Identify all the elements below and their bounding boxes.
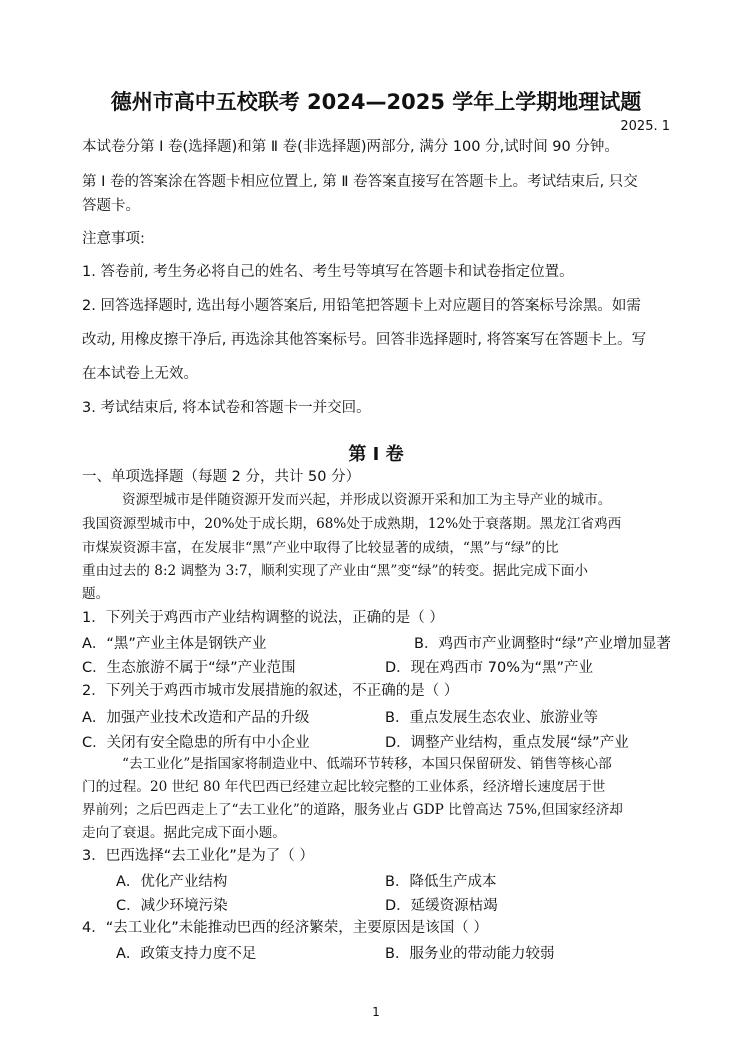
exam-date: 2025. 1 [620,119,670,134]
question-3-option-a: A．优化产业结构 [116,874,228,890]
intro-line-1: 本试卷分第 Ⅰ 卷(选择题)和第 Ⅱ 卷(非选择题)两部分, 满分 100 分,试时间 90 分钟。 [82,139,619,155]
question-4-option-b: B．服务业的带动能力较弱 [385,946,555,962]
note-1: 1. 答卷前, 考生务必将自己的姓名、考生号等填写在答题卡和试卷指定位置。 [82,264,574,280]
question-4-option-a: A．政策支持力度不足 [116,946,257,962]
note-2-end: 在本试卷上无效。 [82,366,198,382]
page-title: 德州市高中五校联考 2024—2025 学年上学期地理试题 [110,90,642,114]
note-3: 3. 考试结束后, 将本试卷和答题卡一并交回。 [82,400,371,416]
passage-2-line-4: 走向了衰退。据此完成下面小题。 [82,825,286,841]
question-2-option-d: D．调整产业结构，重点发展“绿”产业 [385,735,629,751]
question-4-stem: 4．“去工业化”未能推动巴西的经济繁荣，主要原因是该国（ ） [82,920,488,936]
passage-1-line-1: 资源型城市是伴随资源开发而兴起，并形成以资源开采和加工为主导产业的城市。 [122,492,612,508]
question-3-option-b: B．降低生产成本 [385,874,497,890]
passage-2-line-3: 界前列；之后巴西走上了“去工业化”的道路，服务业占 GDP 比曾高达 75%,但国家经济却 [82,802,623,818]
intro-line-3: 答题卡。 [82,198,140,214]
passage-1-line-4: 重由过去的 8:2 调整为 3:7，顺利实现了产业由“黑”变“绿”的转变。据此完成下面小 [82,563,588,579]
passage-1-line-3: 市煤炭资源丰富，在发展非“黑”产业中取得了比较显著的成绩，“黑”与“绿”的比 [82,540,559,556]
question-1-stem: 1．下列关于鸡西市产业结构调整的说法，正确的是（ ） [82,610,444,626]
passage-1-line-2: 我国资源型城市中，20%处于成长期，68%处于成熟期，12%处于衰落期。黑龙江省鸡西 [82,516,622,532]
question-3-option-c: C．减少环境污染 [116,898,228,914]
section-title: 第 Ⅰ 卷 [348,444,404,465]
passage-1-line-5: 题。 [82,586,110,602]
page-number: 1 [372,1005,380,1019]
question-1-option-c: C．生态旅游不属于“绿”产业范围 [82,660,296,676]
part-heading: 一、单项选择题（每题 2 分，共计 50 分） [82,469,361,485]
question-2-option-b: B．重点发展生态农业、旅游业等 [385,710,598,726]
question-1-option-b: B．鸡西市产业调整时“绿”产业增加显著 [414,636,671,652]
question-2-stem: 2．下列关于鸡西市城市发展措施的叙述，不正确的是（ ） [82,683,459,699]
question-1-option-a: A．“黑”产业主体是钢铁产业 [82,636,267,652]
question-3-option-d: D．延缓资源枯竭 [385,898,498,914]
note-2: 2. 回答选择题时, 选出每小题答案后, 用铅笔把答题卡上对应题目的答案标号涂黑。如需 [82,298,641,314]
passage-2-line-1: “去工业化”是指国家将制造业中、低端环节转移，本国只保留研发、销售等核心部 [122,756,612,772]
notes-heading: 注意事项: [82,231,145,247]
question-1-option-d: D．现在鸡西市 70%为“黑”产业 [385,660,594,676]
question-3-stem: 3．巴西选择“去工业化”是为了（ ） [82,848,314,864]
intro-line-2: 第 Ⅰ 卷的答案涂在答题卡相应位置上, 第 Ⅱ 卷答案直接写在答题卡上。考试结束后, 只交 [82,174,638,190]
question-2-option-a: A．加强产业技术改造和产品的升级 [82,710,310,726]
passage-2-line-2: 门的过程。20 世纪 80 年代巴西已经建立起比较完整的工业体系，经济增长速度居于世 [82,779,606,795]
question-2-option-c: C．关闭有安全隐患的所有中小企业 [82,735,310,751]
note-2-cont: 改动, 用橡皮擦干净后, 再选涂其他答案标号。回答非选择题时, 将答案写在答题卡上。写 [82,332,647,348]
